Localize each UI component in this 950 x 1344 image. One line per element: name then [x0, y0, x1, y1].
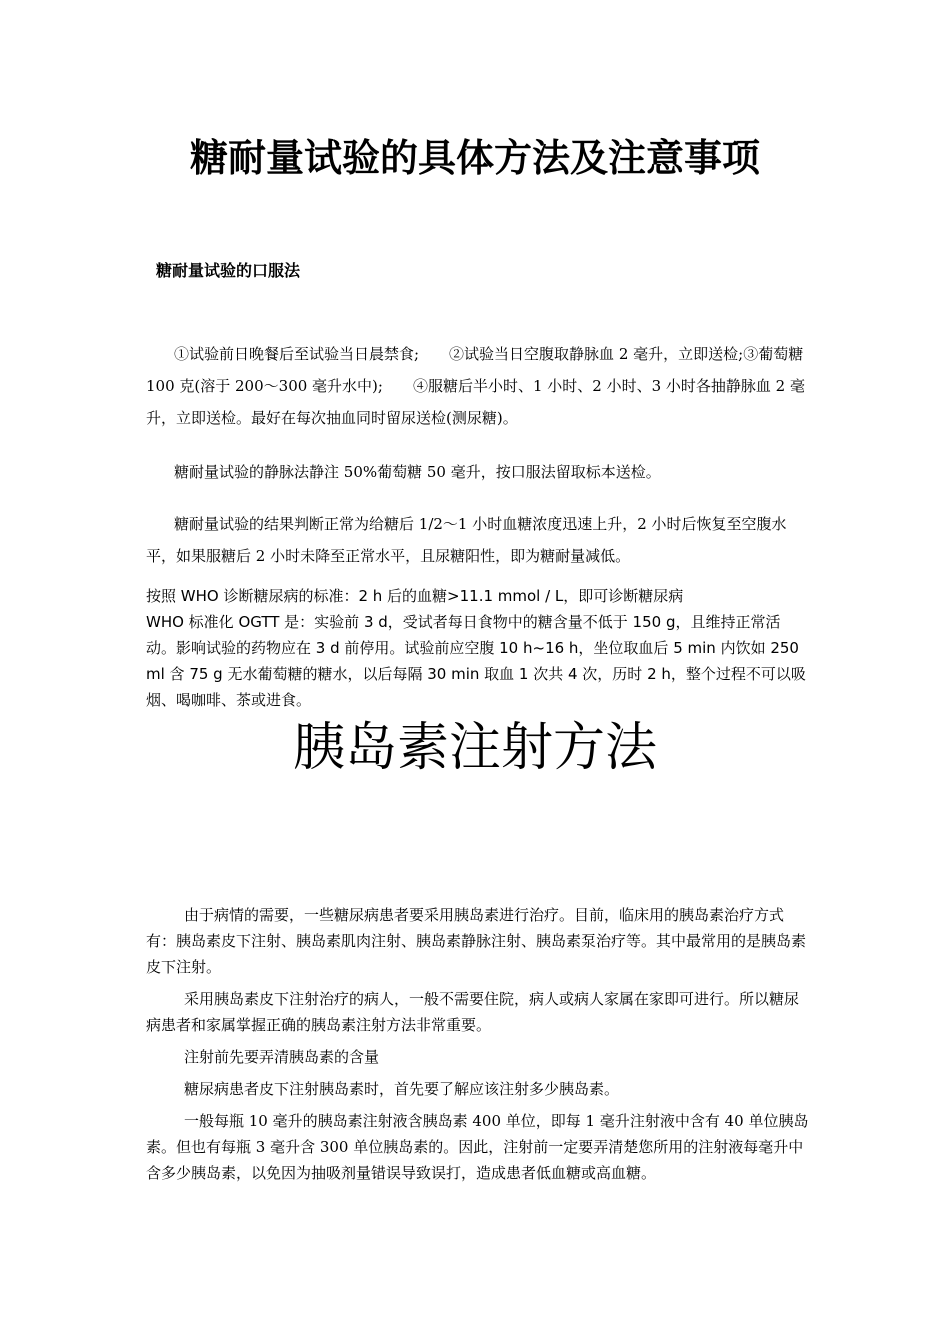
- insulin-paragraph: 糖尿病患者皮下注射胰岛素时，首先要了解应该注射多少胰岛素。: [184, 1080, 620, 1098]
- page-title: 糖耐量试验的具体方法及注意事项: [189, 136, 760, 180]
- oral-steps-block: [146, 338, 810, 434]
- oral-steps-paragraph: ①试验前日晚餐后至试验当日晨禁食; ②试验当日空腹取静脉血 2 毫升，立即送检;③葡萄糖 100 克(溶于 200～300 毫升水中); ④服糖后半小时、1 小时、2 小时、3 小时各抽静脉血 2 毫升，立即送检。最好在每次抽血同时留尿送检(测尿糖)。: [146, 345, 805, 427]
- who-criteria-line: 按照 WHO 诊断糖尿病的标准：2 h 后的血糖>11.1 mmol / L，即可诊断糖尿病: [146, 587, 684, 605]
- who-ogtt-paragraph: WHO 标准化 OGTT 是：实验前 3 d，受试者每日食物中的糖含量不低于 150 g，且维持正常活动。影响试验的药物应在 3 d 前停用。试验前应空腹 10 h~16 h，坐位取血后 5 min 内饮如 250 ml 含 75 g 无水葡萄糖的糖水，以后每隔 30 min 取血 1 次共 4 次，历时 2 h，整个过程不可以吸烟、喝咖啡、茶或进食。: [146, 613, 806, 709]
- insulin-title: 胰岛素注射方法: [292, 718, 657, 778]
- who-section: [146, 583, 810, 713]
- insulin-paragraph: 由于病情的需要，一些糖尿病患者要采用胰岛素进行治疗。目前，临床用的胰岛素治疗方式有：胰岛素皮下注射、胰岛素肌肉注射、胰岛素静脉注射、胰岛素泵治疗等。其中最常用的是胰岛素皮下注射。: [146, 906, 807, 976]
- insulin-paragraph: 一般每瓶 10 毫升的胰岛素注射液含胰岛素 400 单位，即每 1 毫升注射液中含有 40 单位胰岛素。但也有每瓶 3 毫升含 300 单位胰岛素的。因此，注射前一定要弄清楚您所用的注射液每毫升中含多少胰岛素，以免因为抽吸剂量错误导致误打，造成患者低血糖或高血糖。: [146, 1112, 809, 1182]
- result-block: [146, 508, 810, 572]
- result-paragraph: 糖耐量试验的结果判断正常为给糖后 1/2～1 小时血糖浓度迅速上升，2 小时后恢复至空腹水平，如果服糖后 2 小时未降至正常水平，且尿糖阳性，即为糖耐量减低。: [146, 515, 787, 565]
- iv-method-block: [146, 456, 810, 488]
- insulin-paragraph: 注射前先要弄清胰岛素的含量: [184, 1048, 380, 1066]
- insulin-section: [146, 902, 810, 1192]
- iv-method-paragraph: 糖耐量试验的静脉法静注 50%葡萄糖 50 毫升，按口服法留取标本送检。: [174, 463, 661, 481]
- insulin-paragraph: 采用胰岛素皮下注射治疗的病人，一般不需要住院，病人或病人家属在家即可进行。所以糖尿病患者和家属掌握正确的胰岛素注射方法非常重要。: [146, 990, 800, 1034]
- oral-method-heading: 糖耐量试验的口服法: [156, 261, 301, 280]
